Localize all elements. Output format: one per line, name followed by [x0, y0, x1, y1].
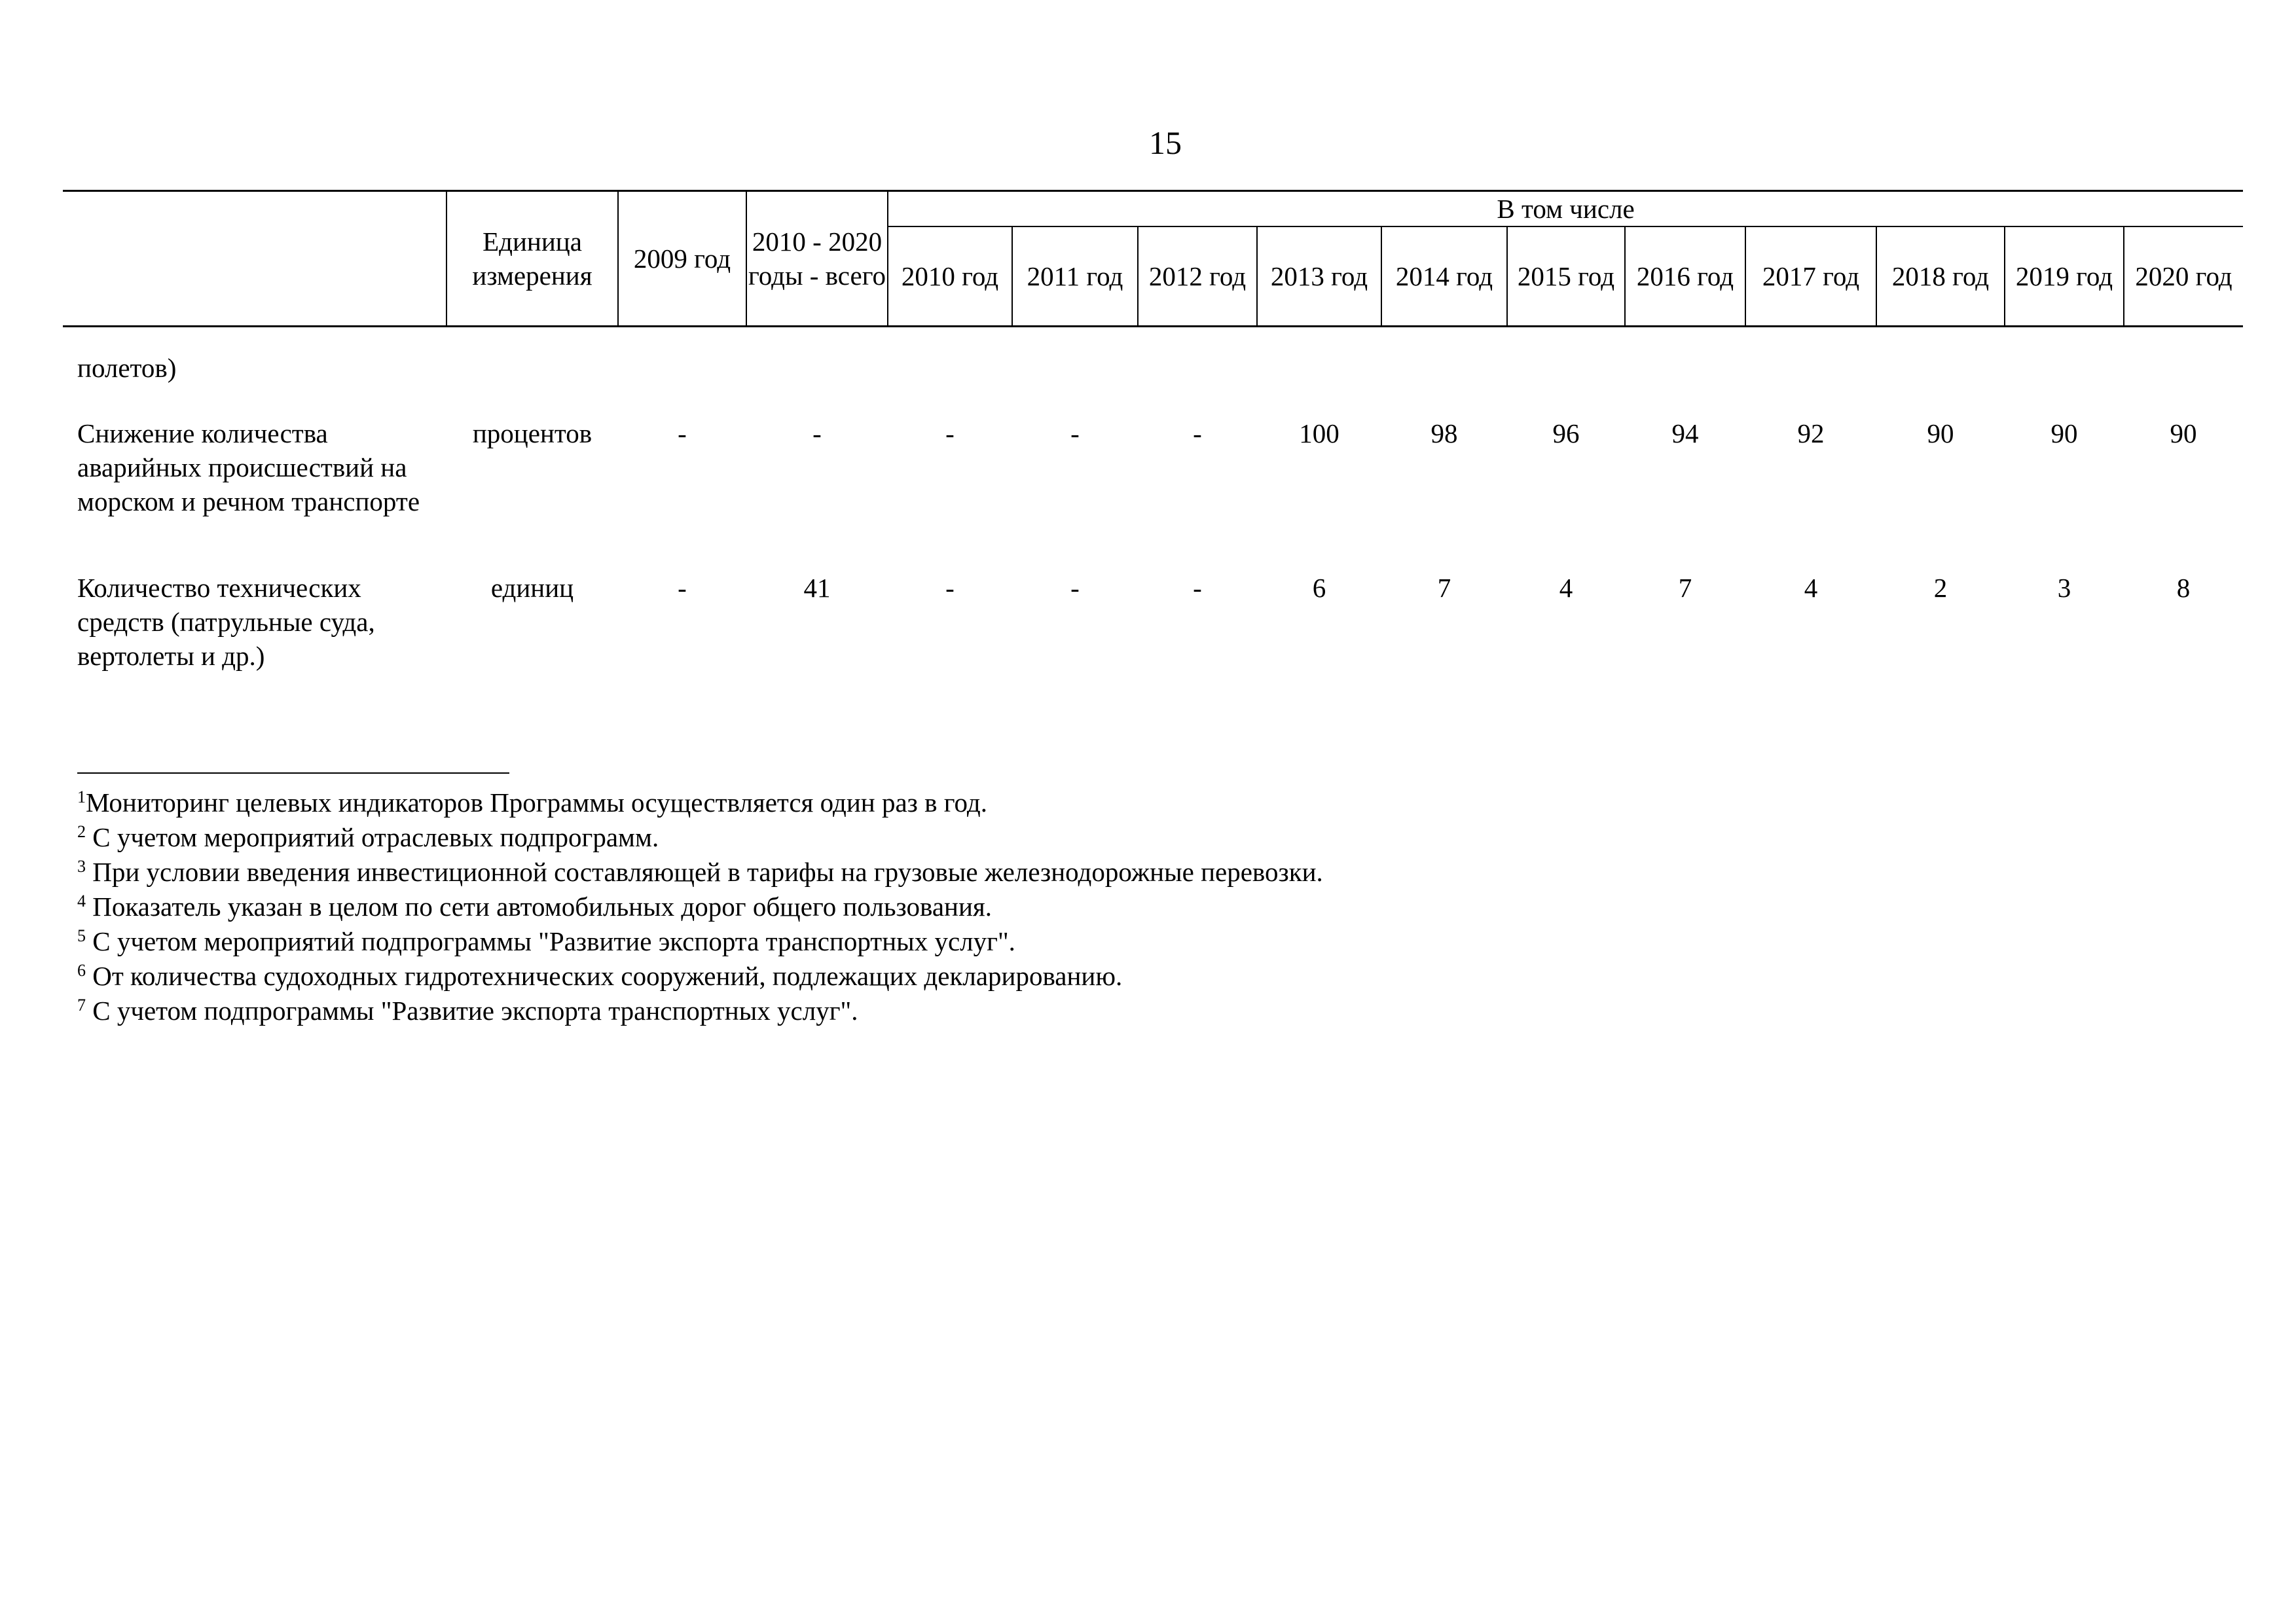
table-row — [63, 416, 2243, 571]
footnote-text: Мониторинг целевых индикаторов Программы осуществляется один раз в год. — [86, 787, 987, 818]
row-value-2015: 96 — [1552, 418, 1580, 448]
page-number: 15 — [1149, 124, 1182, 161]
footnote-mark: 3 — [77, 857, 86, 876]
row-value-2016: 7 — [1678, 573, 1692, 603]
header-year-2012: 2012 год — [1138, 226, 1257, 327]
footnote-mark: 5 — [77, 926, 86, 945]
table-row-continuation — [63, 351, 2243, 416]
header-year-2020: 2020 год — [2124, 226, 2243, 327]
row-value-2018: 2 — [1933, 573, 1948, 603]
footnote-mark: 2 — [77, 822, 86, 841]
indicators-table — [63, 190, 2243, 676]
footnote-mark: 6 — [77, 961, 86, 980]
header-year-2019: 2019 год — [2005, 226, 2124, 327]
row-value-2018: 90 — [1927, 418, 1954, 448]
footnote-item — [77, 924, 1779, 959]
header-indicator-empty — [63, 191, 446, 327]
footnote-text: От количества судоходных гидротехнических сооружений, подлежащих декларированию. — [92, 961, 1123, 991]
row-value-2017: 4 — [1804, 573, 1818, 603]
footnote-text: С учетом подпрограммы "Развитие экспорта транспортных услуг". — [92, 996, 858, 1026]
footnote-mark: 7 — [77, 996, 86, 1015]
indicators-table-container — [63, 190, 2243, 676]
footnote-text: С учетом мероприятий отраслевых подпрограмм. — [92, 822, 659, 852]
footnote-item — [77, 994, 1779, 1028]
row-value-2019: 3 — [2057, 573, 2071, 603]
row-value-total: 41 — [803, 573, 831, 603]
header-year-2018: 2018 год — [1876, 226, 2005, 327]
header-year-2013: 2013 год — [1257, 226, 1381, 327]
row-value-2019: 90 — [2050, 418, 2078, 448]
row-value-2014: 98 — [1430, 418, 1458, 448]
row-value-2013: 6 — [1312, 573, 1326, 603]
row-value-2013: 100 — [1299, 418, 1339, 448]
footnote-item — [77, 959, 1779, 994]
row-value-2014: 7 — [1437, 573, 1451, 603]
header-year-2016: 2016 год — [1625, 226, 1745, 327]
footnote-item — [77, 785, 1779, 820]
footnotes — [77, 785, 1779, 1028]
table-row — [63, 571, 2243, 676]
row-value-2009: - — [678, 418, 687, 448]
row-indicator-name: Снижение количества аварийных происшествий на морском и речном транспорте — [77, 418, 420, 516]
header-unit: Единица измерения — [446, 191, 618, 327]
footnote-separator — [77, 772, 509, 774]
header-group-including: В том числе — [888, 191, 2243, 227]
row-indicator-name: Количество технических средств (патрульные суда, вертолеты и др.) — [77, 573, 375, 671]
row-value-2011: - — [1070, 418, 1080, 448]
header-year-2017: 2017 год — [1745, 226, 1876, 327]
row-value-2016: 94 — [1671, 418, 1699, 448]
header-year-2014: 2014 год — [1381, 226, 1507, 327]
row-value-2020: 8 — [2176, 573, 2191, 603]
header-total: 2010 - 2020 годы - всего — [746, 191, 888, 327]
footnote-mark: 1 — [77, 787, 86, 806]
footnote-item — [77, 820, 1779, 855]
footnote-item — [77, 890, 1779, 924]
header-year-2011: 2011 год — [1012, 226, 1138, 327]
row-value-2015: 4 — [1559, 573, 1573, 603]
header-year-2015: 2015 год — [1507, 226, 1625, 327]
row-continuation-text: полетов) — [77, 353, 177, 383]
row-unit: единиц — [490, 573, 574, 603]
row-value-total: - — [812, 418, 822, 448]
footnote-text: При условии введения инвестиционной составляющей в тарифы на грузовые железнодорожные перевозки. — [92, 857, 1323, 887]
row-value-2010: - — [945, 573, 955, 603]
footnote-mark: 4 — [77, 892, 86, 911]
header-2009: 2009 год — [618, 191, 746, 327]
header-year-2010: 2010 год — [888, 226, 1012, 327]
row-unit: процентов — [472, 418, 592, 448]
row-value-2009: - — [678, 573, 687, 603]
row-value-2011: - — [1070, 573, 1080, 603]
row-value-2017: 92 — [1797, 418, 1825, 448]
row-value-2012: - — [1193, 418, 1202, 448]
row-value-2020: 90 — [2170, 418, 2197, 448]
footnote-text: С учетом мероприятий подпрограммы "Развитие экспорта транспортных услуг". — [92, 926, 1015, 956]
footnote-text: Показатель указан в целом по сети автомобильных дорог общего пользования. — [92, 892, 993, 922]
row-value-2012: - — [1193, 573, 1202, 603]
row-value-2010: - — [945, 418, 955, 448]
footnote-item — [77, 855, 1779, 890]
